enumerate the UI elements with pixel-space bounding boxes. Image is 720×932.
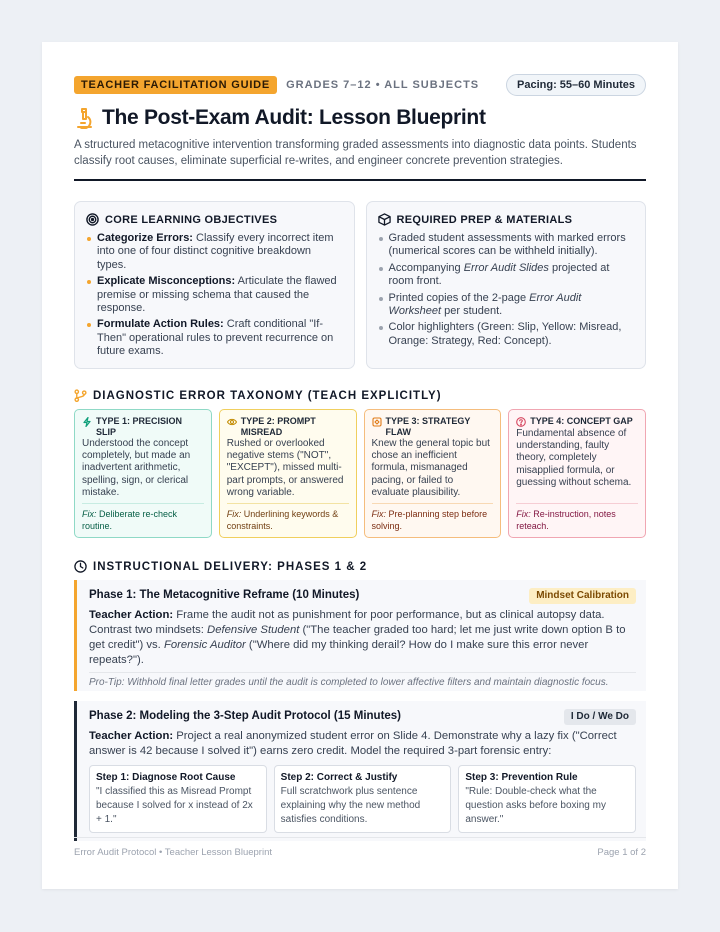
phase-text: ("Where did my thinking derail? How do I make sure this error never repeats?"). (89, 639, 589, 666)
title-row (74, 104, 646, 132)
prep-text: per student. (441, 305, 503, 318)
prep-text: Accompanying (388, 261, 464, 274)
page-subtitle: A structured metacognitive intervention transforming graded assessments into diagnostic data points. Students classify root causes, eliminate superficial re-writes, and engineer concrete prevention strategies. (74, 139, 637, 167)
objective-term: Explicate Misconceptions: (97, 275, 236, 288)
type-card-heading (82, 416, 204, 437)
guide-tag: TEACHER FACILITATION GUIDE (74, 76, 277, 94)
type-card-heading (372, 416, 494, 437)
fix-label: Fix: (82, 509, 97, 519)
phase-emphasis: Forensic Auditor (163, 639, 246, 651)
box-icon (378, 213, 391, 226)
type-title: TYPE 3: STRATEGY FLAW (385, 416, 471, 437)
prep-list (378, 232, 634, 348)
type-card-heading (516, 416, 638, 427)
fix-label: Fix: (226, 509, 242, 519)
objective-text: Craft conditional "If-Then" operational rules to prevent recurrence on future exams. (97, 318, 334, 358)
prep-heading (378, 213, 634, 226)
page-content (74, 74, 646, 841)
prep-text: projected at room front. (388, 261, 610, 288)
phase-1-card (74, 580, 646, 691)
fix-text: Re-instruction, notes reteach. (516, 509, 616, 531)
list-item (378, 321, 634, 348)
prep-emphasis: Error Audit Worksheet (388, 291, 582, 318)
type-card-strategy-flaw (364, 409, 502, 538)
lightning-icon (82, 417, 92, 427)
list-item (86, 318, 342, 358)
overview-cards (74, 201, 646, 369)
question-icon (516, 417, 526, 427)
type-description: Fundamental absence of understanding, faulty theory, completely misapplied formula, or guessing without schema. (516, 428, 632, 488)
target-icon (86, 213, 99, 226)
type-fix (372, 503, 494, 532)
type-title: TYPE 1: PRECISION SLIP (96, 416, 183, 437)
phase-emphasis: Defensive Student (207, 624, 300, 636)
page-footer (74, 837, 646, 858)
type-title: TYPE 4: CONCEPT GAP (530, 416, 633, 426)
phase-1-title: Phase 1: The Metacognitive Reframe (10 Minutes) (89, 589, 360, 601)
objective-term: Categorize Errors: (97, 232, 193, 244)
document-page (42, 42, 678, 889)
type-description: Knew the general topic but chose an inefficient formula, mismanaged pacing, or failed to evaluate plausibility. (371, 438, 490, 498)
type-description: Rushed or overlooked negative stems ("NOT", "EXCEPT"), missed multi-part prompts, or answered wrong variable. (226, 438, 344, 498)
prep-heading-label: REQUIRED PREP & MATERIALS (396, 213, 573, 226)
page-title: The Post-Exam Audit: Lesson Blueprint (102, 106, 486, 129)
fix-text: Deliberate re-check routine. (82, 509, 178, 531)
delivery-heading-label: INSTRUCTIONAL DELIVERY: PHASES 1 & 2 (93, 560, 368, 573)
type-card-prompt-misread (219, 409, 357, 538)
clock-icon (74, 560, 87, 573)
step-title: Step 2: Correct & Justify (280, 772, 398, 783)
phase-1-body (89, 608, 636, 668)
prep-text: Graded student assessments with marked errors (numerical scores can be withheld initially). (388, 232, 626, 258)
objectives-list (86, 232, 342, 359)
header-bar (74, 74, 646, 96)
step-title: Step 1: Diagnose Root Cause (96, 772, 236, 783)
puzzle-icon (372, 417, 382, 427)
type-card-concept-gap (508, 409, 646, 538)
phase-2-title: Phase 2: Modeling the 3-Step Audit Protocol (15 Minutes) (89, 710, 402, 722)
list-item (378, 292, 634, 319)
phase-2-card (74, 701, 646, 841)
pro-tip: Pro-Tip: Withhold final letter grades until the audit is completed to lower affective filters and maintain diagnostic focus. (89, 672, 636, 689)
objectives-heading (86, 213, 342, 226)
type-fix (227, 503, 349, 532)
step-card (274, 765, 452, 833)
taxonomy-heading-label: DIAGNOSTIC ERROR TAXONOMY (TEACH EXPLICITLY) (93, 389, 442, 402)
phase-1-badge: Mindset Calibration (529, 588, 636, 604)
type-fix (516, 503, 638, 532)
prep-text: Printed copies of the 2-page (388, 291, 530, 304)
branch-icon (74, 389, 87, 402)
phase-text: ("The teacher graded too hard; let me just write down option B to get credit") vs. (89, 624, 626, 651)
phase-text: Project a real anonymized student error on Slide 4. Demonstrate why a lazy fix ("Correct answer is 42 because I solved it") earns zero credit. Model the required 3-part forensic entry: (89, 730, 617, 757)
step-body: Full scratchwork plus sentence explaining why the new method satisfies conditions. (280, 786, 421, 825)
prep-text: Color highlighters (Green: Slip, Yellow: Misread, Orange: Strategy, Red: Concept). (388, 321, 622, 347)
phase-2-body (89, 729, 636, 759)
teacher-action-label: Teacher Action: (89, 730, 174, 742)
fix-text: Underlining keywords & constraints. (226, 509, 339, 531)
type-fix (82, 503, 204, 532)
fix-text: Pre-planning step before solving. (371, 509, 488, 531)
phase-2-badge: I Do / We Do (564, 709, 636, 725)
objectives-card (74, 201, 355, 369)
grade-label: GRADES 7–12 • ALL SUBJECTS (286, 79, 480, 91)
type-card-precision-slip (74, 409, 212, 538)
audit-steps (89, 765, 636, 833)
objectives-heading-label: CORE LEARNING OBJECTIVES (105, 213, 278, 226)
list-item (378, 232, 634, 259)
list-item (86, 275, 342, 315)
step-title: Step 3: Prevention Rule (465, 772, 578, 783)
delivery-heading (74, 560, 646, 573)
type-title: TYPE 2: PROMPT MISREAD (240, 416, 316, 437)
fix-label: Fix: (516, 509, 531, 519)
footer-left: Error Audit Protocol • Teacher Lesson Blueprint (74, 847, 273, 858)
prep-emphasis: Error Audit Slides (463, 261, 549, 274)
list-item (378, 262, 634, 289)
list-item (86, 232, 342, 272)
eye-icon (227, 417, 237, 427)
objective-term: Formulate Action Rules: (97, 318, 224, 331)
taxonomy-heading (74, 389, 646, 402)
step-body: "I classified this as Misread Prompt because I solved for x instead of 2x + 1." (96, 786, 253, 825)
type-description: Understood the concept completely, but made an inadvertent arithmetic, spelling, sign, or clerical mistake. (82, 438, 191, 498)
pacing-badge: Pacing: 55–60 Minutes (506, 74, 646, 96)
phase-text: Frame the audit not as punishment for poor performance, but as clinical autopsy data. Contrast two mindsets: (89, 609, 605, 636)
step-card (89, 765, 267, 833)
step-card (458, 765, 636, 833)
objective-text: Classify every incorrect item into one of four distinct cognitive breakdown types. (97, 232, 334, 271)
page-number: Page 1 of 2 (597, 847, 646, 858)
taxonomy-cards (74, 409, 646, 538)
title-divider (74, 179, 646, 181)
objective-text: Articulate the flawed premise or missing schema that caused the response. (97, 275, 337, 315)
prep-card (366, 201, 647, 369)
microscope-icon (74, 107, 94, 129)
step-body: "Rule: Double-check what the question asks before boxing my answer." (465, 786, 606, 825)
type-card-heading (227, 416, 349, 437)
fix-label: Fix: (371, 509, 386, 519)
teacher-action-label: Teacher Action: (89, 609, 174, 621)
